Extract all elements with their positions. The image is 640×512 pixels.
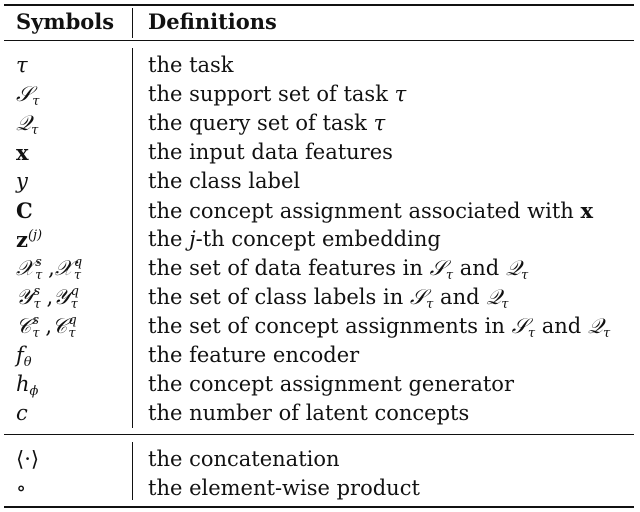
top-rule — [4, 4, 634, 6]
definition: the support set of task τ — [148, 82, 407, 106]
symbol-h-phi: $h_\phi$ — [16, 372, 39, 399]
symbol-class-labels: 𝒴 s τ ,𝒴 q τ — [16, 284, 79, 312]
table-row — [0, 167, 640, 196]
definition: the concept assignment generator — [148, 372, 514, 396]
table-row — [0, 283, 640, 312]
symbol-tau: τ — [16, 53, 28, 77]
definition: the j-th concept embedding — [148, 227, 441, 251]
symbol-data-features: 𝒳 s τ ,𝒳 q τ — [16, 255, 83, 283]
symbol-concept-assignments: 𝒞 s τ ,𝒞 q τ — [16, 313, 77, 341]
definition: the concept assignment associated with x — [148, 198, 594, 223]
header-definitions: Definitions — [148, 9, 277, 34]
symbol-element-wise-product: ∘ — [16, 476, 27, 500]
symbol-support-set: 𝒮$_\tau$ — [16, 82, 40, 109]
definition: the concatenation — [148, 447, 340, 471]
definition: the feature encoder — [148, 343, 360, 367]
table-row — [0, 370, 640, 399]
table-row — [0, 225, 640, 254]
table-row — [0, 474, 640, 503]
table-row — [0, 109, 640, 138]
definition: the set of class labels in 𝒮$_\tau$ and 𝒬$_\tau$ — [148, 285, 509, 312]
definition: the query set of task τ — [148, 111, 386, 135]
definition: the set of data features in 𝒮$_\tau$ and 𝒬$_\tau$ — [148, 256, 529, 283]
symbol-C: C — [16, 198, 33, 223]
definition: the class label — [148, 169, 301, 193]
symbol-query-set: 𝒬$_\tau$ — [16, 111, 39, 138]
table-row — [0, 312, 640, 341]
table-row — [0, 196, 640, 225]
definition: the number of latent concepts — [148, 401, 470, 425]
symbol-f-theta: $f_\theta$ — [16, 343, 32, 370]
definition: the task — [148, 53, 234, 77]
table-row — [0, 341, 640, 370]
header-symbols: Symbols — [16, 9, 115, 34]
symbol-z-j: $z^{(j)}$ — [16, 227, 43, 252]
table-row — [0, 399, 640, 428]
table-header — [0, 7, 640, 36]
definition: the element-wise product — [148, 476, 420, 500]
symbol-x: x — [16, 140, 29, 165]
definition: the set of concept assignments in 𝒮$_\tau$ and 𝒬$_\tau$ — [148, 314, 611, 341]
table-row — [0, 51, 640, 80]
header-rule — [4, 40, 634, 41]
bottom-rule — [4, 506, 634, 508]
section-rule — [4, 434, 634, 435]
table-row — [0, 138, 640, 167]
symbol-c: c — [16, 401, 28, 425]
table-row — [0, 254, 640, 283]
table-row — [0, 445, 640, 474]
definition: the input data features — [148, 140, 393, 164]
symbol-y: y — [16, 169, 28, 193]
table-row — [0, 80, 640, 109]
symbol-concatenation: ⟨·⟩ — [16, 447, 40, 471]
